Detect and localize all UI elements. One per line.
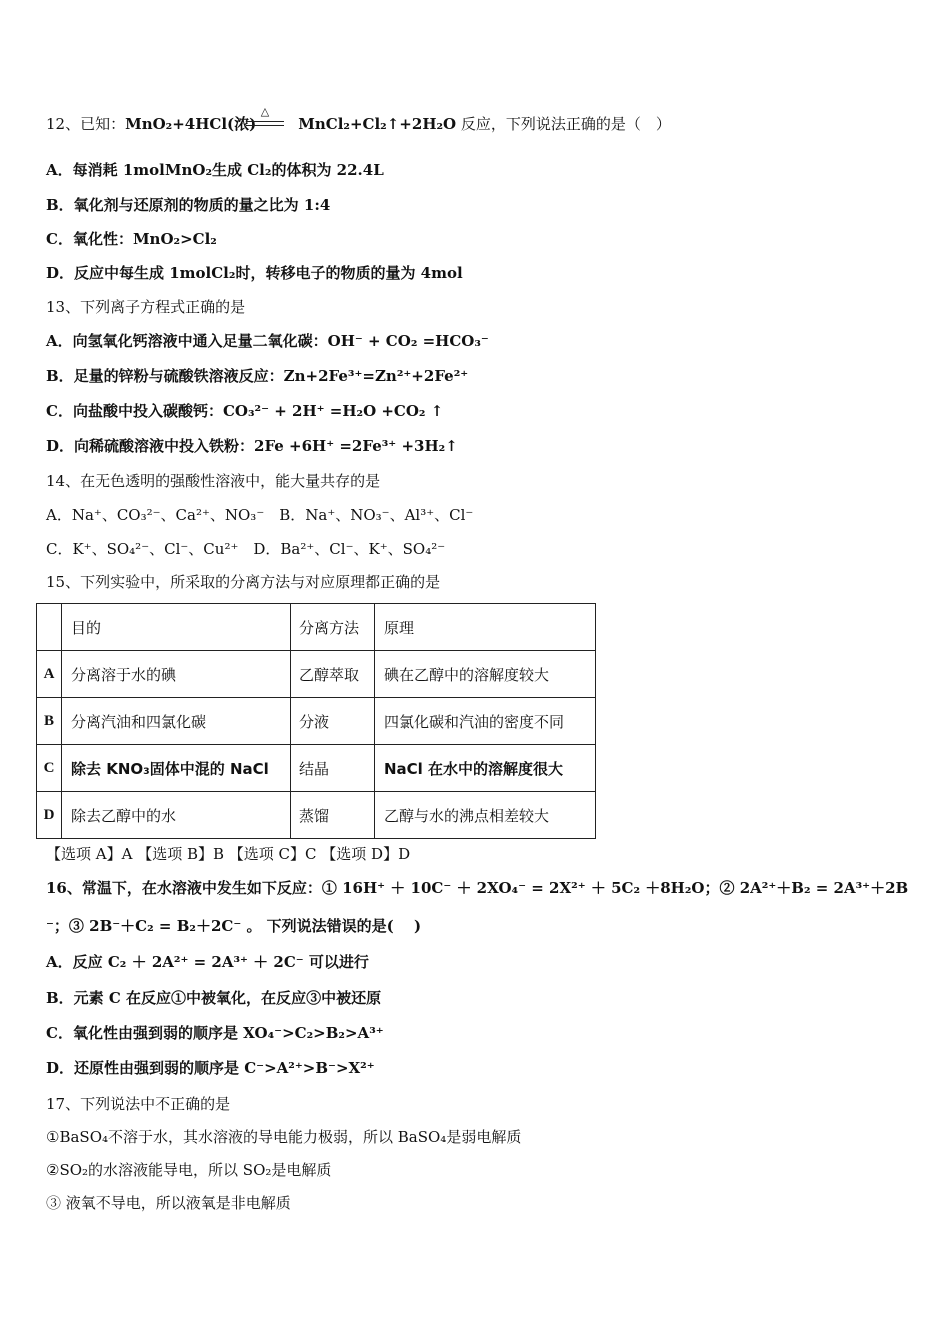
table-row bbox=[37, 698, 596, 745]
q12-suffix: 反应，下列说法正确的是（ ） bbox=[456, 115, 671, 133]
q12-option-d: D．反应中每生成 1molCl₂时，转移电子的物质的量为 4mol bbox=[46, 264, 463, 282]
row-purpose: 除去乙醇中的水 bbox=[62, 792, 291, 839]
table-header-cell: 目的 bbox=[62, 604, 291, 651]
table-row bbox=[37, 651, 596, 698]
q12-option-c: C．氧化性：MnO₂>Cl₂ bbox=[46, 230, 217, 248]
equals-sign bbox=[246, 121, 284, 126]
q14-options-ab: A．Na⁺、CO₃²⁻、Ca²⁺、NO₃⁻ B．Na⁺、NO₃⁻、Al³⁺、Cl⁻ bbox=[46, 506, 474, 524]
table-header-cell: 分离方法 bbox=[291, 604, 375, 651]
q12-prefix: 12、已知： bbox=[46, 115, 126, 133]
row-purpose: 分离汽油和四氯化碳 bbox=[62, 698, 291, 745]
q17-stem: 17、下列说法中不正确的是 bbox=[46, 1095, 231, 1113]
q14-options-cd: C．K⁺、SO₄²⁻、Cl⁻、Cu²⁺ D．Ba²⁺、Cl⁻、K⁺、SO₄²⁻ bbox=[46, 540, 446, 558]
q16-option-b: B．元素 C 在反应①中被氧化，在反应③中被还原 bbox=[46, 989, 382, 1007]
table-row bbox=[37, 745, 596, 792]
row-purpose: 分离溶于水的碘 bbox=[62, 651, 291, 698]
row-principle: 乙醇与水的沸点相差较大 bbox=[375, 792, 596, 839]
q17-item-1: ①BaSO₄不溶于水，其水溶液的导电能力极弱，所以 BaSO₄是弱电解质 bbox=[46, 1128, 522, 1146]
row-key: C bbox=[37, 745, 62, 792]
heat-triangle-icon: △ bbox=[260, 105, 270, 118]
row-purpose: 除去 KNO₃固体中混的 NaCl bbox=[62, 745, 291, 792]
row-method: 分液 bbox=[291, 698, 375, 745]
row-method: 乙醇萃取 bbox=[291, 651, 375, 698]
q13-option-b: B．足量的锌粉与硫酸铁溶液反应：Zn+2Fe³⁺=Zn²⁺+2Fe²⁺ bbox=[46, 367, 469, 385]
row-principle: 碘在乙醇中的溶解度较大 bbox=[375, 651, 596, 698]
q13-option-d: D．向稀硫酸溶液中投入铁粉：2Fe +6H⁺ =2Fe³⁺ +3H₂↑ bbox=[46, 437, 458, 455]
q13-stem: 13、下列离子方程式正确的是 bbox=[46, 298, 246, 316]
q12-reactants: MnO₂+4HCl(浓) bbox=[125, 115, 257, 133]
q13-option-c: C．向盐酸中投入碳酸钙：CO₃²⁻ + 2H⁺ =H₂O +CO₂ ↑ bbox=[46, 402, 444, 420]
row-key: D bbox=[37, 792, 62, 839]
q12-option-b: B．氧化剂与还原剂的物质的量之比为 1:4 bbox=[46, 196, 331, 214]
table-header-cell bbox=[37, 604, 62, 651]
q13-option-a: A．向氢氧化钙溶液中通入足量二氧化碳：OH⁻ + CO₂ =HCO₃⁻ bbox=[46, 332, 489, 350]
separation-table bbox=[36, 603, 596, 839]
table-header-cell: 原理 bbox=[375, 604, 596, 651]
q16-stem-line1: 16、常温下，在水溶液中发生如下反应：① 16H⁺ ＋ 10C⁻ ＋ 2XO₄⁻ = 2X²⁺ ＋ 5C₂ ＋8H₂O；② 2A²⁺＋B₂ = 2A³⁺＋2B bbox=[46, 879, 909, 897]
row-principle: 四氯化碳和汽油的密度不同 bbox=[375, 698, 596, 745]
q16-option-c: C．氧化性由强到弱的顺序是 XO₄⁻>C₂>B₂>A³⁺ bbox=[46, 1024, 384, 1042]
q12-products: MnCl₂+Cl₂↑+2H₂O bbox=[298, 115, 457, 133]
heating-condition bbox=[246, 101, 284, 126]
q12-option-a: A．每消耗 1molMnO₂生成 Cl₂的体积为 22.4L bbox=[46, 161, 384, 179]
q12-stem bbox=[46, 113, 671, 135]
q14-stem: 14、在无色透明的强酸性溶液中，能大量共存的是 bbox=[46, 472, 381, 490]
row-method: 结晶 bbox=[291, 745, 375, 792]
table-row bbox=[37, 792, 596, 839]
row-principle: NaCl 在水中的溶解度很大 bbox=[375, 745, 596, 792]
row-key: A bbox=[37, 651, 62, 698]
table-header-row bbox=[37, 604, 596, 651]
q15-stem: 15、下列实验中，所采取的分离方法与对应原理都正确的是 bbox=[46, 573, 441, 591]
q17-item-3: ③ 液氧不导电，所以液氧是非电解质 bbox=[46, 1194, 291, 1212]
q15-answer-choices: 【选项 A】A 【选项 B】B 【选项 C】C 【选项 D】D bbox=[46, 845, 411, 863]
q17-item-2: ②SO₂的水溶液能导电，所以 SO₂是电解质 bbox=[46, 1161, 332, 1179]
q16-stem-line2: ⁻；③ 2B⁻＋C₂ = B₂＋2C⁻ 。 下列说法错误的是( ) bbox=[46, 917, 422, 935]
row-method: 蒸馏 bbox=[291, 792, 375, 839]
q16-option-d: D．还原性由强到弱的顺序是 C⁻>A²⁺>B⁻>X²⁺ bbox=[46, 1059, 375, 1077]
row-key: B bbox=[37, 698, 62, 745]
q16-option-a: A．反应 C₂ ＋ 2A²⁺ = 2A³⁺ ＋ 2C⁻ 可以进行 bbox=[46, 953, 369, 971]
